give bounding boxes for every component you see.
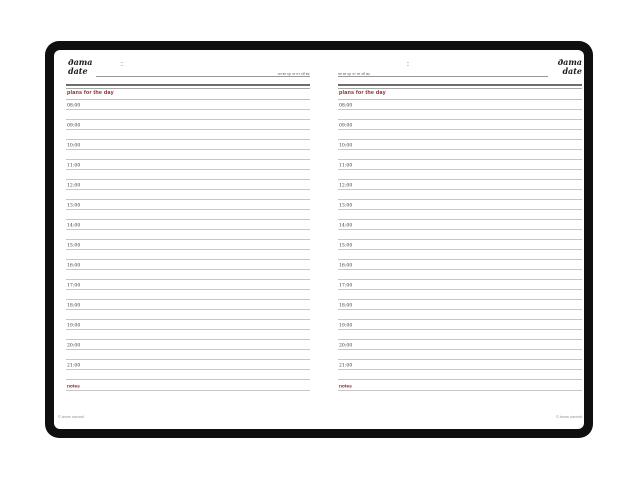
- hour-label: 11:00: [67, 162, 81, 168]
- writing-line: [66, 290, 310, 300]
- hour-label: 18:00: [339, 302, 353, 308]
- hour-row: [66, 180, 310, 190]
- page-header: [66, 58, 310, 84]
- plans-header: [338, 89, 582, 100]
- hour-label: 08:00: [67, 102, 81, 108]
- hour-row: [66, 200, 310, 210]
- writing-line: [338, 130, 582, 140]
- writing-line: [66, 190, 310, 200]
- hour-row: [338, 180, 582, 190]
- hour-label: 18:00: [67, 302, 81, 308]
- plans-label: plans for the day: [67, 89, 114, 96]
- writing-line: [66, 310, 310, 320]
- hour-row: [66, 320, 310, 330]
- date-underline: [338, 70, 548, 77]
- weekday-abbreviations: пн вт ср чт пт сб вс: [338, 72, 370, 76]
- imprint-left: © bruno visconti: [58, 415, 84, 419]
- hour-row: [338, 100, 582, 110]
- hour-row: [66, 100, 310, 110]
- hour-label: 16:00: [339, 262, 353, 268]
- hour-label: 19:00: [67, 322, 81, 328]
- hour-row: [338, 240, 582, 250]
- hour-row: [66, 220, 310, 230]
- hour-row: [338, 320, 582, 330]
- hour-label: 12:00: [339, 182, 353, 188]
- writing-line: [338, 190, 582, 200]
- hour-label: 17:00: [67, 282, 81, 288]
- writing-line: [66, 330, 310, 340]
- writing-line: [338, 150, 582, 160]
- notes-row: [338, 380, 582, 391]
- weekday-abbreviations: пн вт ср чт пт сб вс: [278, 72, 310, 76]
- writing-line: [66, 130, 310, 140]
- hour-label: 13:00: [339, 202, 353, 208]
- date-label-ru: дата: [68, 57, 93, 67]
- hour-label: 21:00: [67, 362, 81, 368]
- planner-cover: [45, 41, 593, 438]
- date-label-ru: дата: [557, 57, 582, 67]
- hour-label: 14:00: [67, 222, 81, 228]
- hour-grid: [338, 100, 582, 380]
- writing-line: [66, 230, 310, 240]
- date-label: [68, 58, 92, 75]
- date-underline: [96, 70, 310, 77]
- plans-label: plans for the day: [339, 89, 386, 96]
- hour-row: [338, 200, 582, 210]
- date-label: [558, 58, 582, 75]
- writing-line: [338, 310, 582, 320]
- writing-line: [338, 330, 582, 340]
- hour-label: 11:00: [339, 162, 353, 168]
- writing-line: [66, 370, 310, 380]
- hour-label: 20:00: [339, 342, 353, 348]
- writing-line: [66, 150, 310, 160]
- writing-line: [66, 110, 310, 120]
- writing-line: [66, 170, 310, 180]
- hour-label: 10:00: [67, 142, 81, 148]
- hour-row: [66, 240, 310, 250]
- writing-line: [338, 250, 582, 260]
- hour-row: [66, 160, 310, 170]
- hour-row: [338, 280, 582, 290]
- hour-label: 10:00: [339, 142, 353, 148]
- plans-header: [66, 89, 310, 100]
- hour-row: [338, 220, 582, 230]
- writing-line: [338, 350, 582, 360]
- date-label-en: date: [562, 65, 582, 76]
- hour-row: [66, 120, 310, 130]
- hour-row: [66, 260, 310, 270]
- colon-separator: :: [407, 61, 409, 68]
- hour-row: [338, 340, 582, 350]
- writing-line: [338, 370, 582, 380]
- hour-label: 08:00: [339, 102, 353, 108]
- planner-spread: [54, 50, 584, 429]
- writing-line: [338, 270, 582, 280]
- hour-label: 09:00: [67, 122, 81, 128]
- writing-line: [338, 170, 582, 180]
- hour-row: [338, 160, 582, 170]
- hour-label: 13:00: [67, 202, 81, 208]
- hour-row: [338, 120, 582, 130]
- hour-label: 14:00: [339, 222, 353, 228]
- hour-label: 09:00: [339, 122, 353, 128]
- colon-separator: :: [121, 61, 123, 68]
- hour-label: 12:00: [67, 182, 81, 188]
- writing-line: [66, 350, 310, 360]
- hour-row: [338, 140, 582, 150]
- notes-label: notes: [67, 383, 80, 389]
- writing-line: [338, 230, 582, 240]
- page-right: [338, 50, 582, 429]
- notes-label: notes: [339, 383, 352, 389]
- hour-row: [66, 360, 310, 370]
- hour-label: 15:00: [339, 242, 353, 248]
- page-left: [58, 50, 310, 429]
- hour-label: 15:00: [67, 242, 81, 248]
- hour-row: [338, 260, 582, 270]
- notes-row: [66, 380, 310, 391]
- hour-label: 19:00: [339, 322, 353, 328]
- hour-label: 16:00: [67, 262, 81, 268]
- writing-line: [66, 210, 310, 220]
- imprint-right: © bruno visconti: [556, 415, 582, 419]
- writing-line: [66, 270, 310, 280]
- writing-line: [338, 210, 582, 220]
- hour-row: [66, 300, 310, 310]
- hour-label: 17:00: [339, 282, 353, 288]
- date-label-en: date: [68, 65, 88, 76]
- writing-line: [66, 250, 310, 260]
- writing-line: [338, 110, 582, 120]
- hour-label: 21:00: [339, 362, 353, 368]
- hour-label: 20:00: [67, 342, 81, 348]
- hour-row: [66, 140, 310, 150]
- hour-row: [66, 280, 310, 290]
- hour-row: [338, 300, 582, 310]
- writing-line: [338, 290, 582, 300]
- page-header: [338, 58, 582, 84]
- hour-row: [338, 360, 582, 370]
- hour-grid: [66, 100, 310, 380]
- hour-row: [66, 340, 310, 350]
